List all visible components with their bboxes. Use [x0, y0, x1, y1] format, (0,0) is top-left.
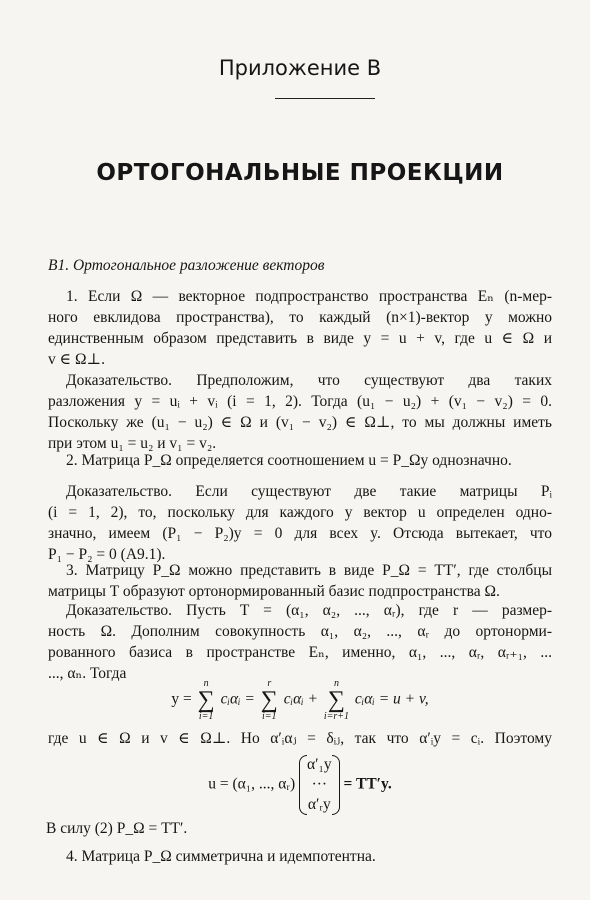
statement-2 — [48, 450, 552, 471]
text-line: ..., αₙ. Тогда — [48, 665, 127, 682]
text-line: В силу (2) P_Ω = TT′. — [46, 820, 188, 837]
sum-sign: r ∑ i=1 — [260, 678, 278, 722]
text-line: (i = 1, 2), то, поскольку для каждого y вектор u определен одно- — [48, 504, 552, 521]
text-line: 4. Матрица P_Ω симметрична и идемпотентна. — [66, 848, 376, 865]
text-line: v ∈ Ω⊥. — [48, 351, 105, 368]
text-line: единственным образом представить в виде y = u + v, где u ∈ Ω и — [48, 330, 552, 347]
formula-decomposition — [48, 678, 552, 722]
formula-lhs: y = — [171, 690, 192, 708]
text-line: P₁ − P₂ = 0 (A9.1). — [48, 546, 166, 563]
text-line: ность Ω. Дополним совокупность α₁, α₂, ..., αᵣ до ортонорми- — [48, 623, 552, 640]
formula-projection — [48, 755, 552, 815]
text-line: 3. Матрицу P_Ω можно представить в виде P_Ω = TT′, где столбцы — [66, 562, 552, 579]
text-line: Доказательство. Предположим, что существуют два таких — [66, 372, 552, 389]
text-line: ного евклидова пространства), то каждый (n×1)-вектор y можно — [48, 309, 552, 326]
appendix-heading: Приложение B — [218, 56, 382, 80]
text-line: Доказательство. Если существуют две такие матрицы Pᵢ — [66, 483, 552, 500]
text-line: где u ∈ Ω и v ∈ Ω⊥. Но α′ᵢαⱼ = δᵢⱼ, так что α′ᵢy = cᵢ. Поэтому — [48, 730, 552, 747]
text-line: значно, имеем (P₁ − P₂)y = 0 для всех y. Отсюда вытекает, что — [48, 525, 552, 542]
text-line: Поскольку же (u₁ − u₂) ∈ Ω и (v₁ − v₂) ∈ Ω⊥, то мы должны иметь — [48, 414, 552, 431]
text-line: 1. Если Ω — векторное подпространство пространства Eₙ (n-мер- — [66, 288, 552, 305]
formula-lhs: u = (α₁, ..., αᵣ) — [208, 775, 296, 793]
column-vector — [299, 755, 340, 815]
text-line: Доказательство. Пусть T = (α₁, α₂, ..., αᵣ), где r — размер- — [66, 602, 552, 619]
text-line: при этом u₁ = u₂ и v₁ = v₂. — [48, 435, 217, 452]
statement-4 — [48, 846, 552, 867]
section-heading: B1. Ортогональное разложение векторов — [48, 257, 325, 274]
formula-term: cᵢαᵢ = — [220, 690, 255, 708]
proof-3 — [48, 600, 552, 684]
text-line: разложения y = uᵢ + vᵢ (i = 1, 2). Тогда (u₁ − u₂) + (v₁ − v₂) = 0. — [48, 393, 552, 410]
text-after-formula — [48, 728, 552, 749]
text-line: 2. Матрица P_Ω определяется соотношением u = P_Ωy однозначно. — [66, 452, 512, 469]
statement-1 — [48, 286, 552, 370]
formula-term: cᵢαᵢ = u + v, — [354, 690, 429, 708]
formula-term: cᵢαᵢ + — [283, 690, 318, 708]
vector-entry: α′₁y — [307, 756, 332, 773]
proof-1 — [48, 370, 552, 454]
conclusion — [46, 818, 550, 839]
text-line: матрицы T образуют ортонормированный базис подпространства Ω. — [48, 583, 500, 600]
sum-sign: n ∑ i=r+1 — [323, 678, 350, 722]
page — [48, 0, 552, 900]
vector-entry: ··· — [311, 776, 328, 793]
text-line: рованного базиса в пространстве Eₙ, именно, α₁, ..., αᵣ, αᵣ₊₁, ... — [48, 644, 552, 661]
heading-rule — [275, 98, 375, 99]
chapter-title: ОРТОГОНАЛЬНЫЕ ПРОЕКЦИИ — [96, 160, 504, 186]
proof-2 — [48, 481, 552, 565]
statement-3 — [48, 560, 552, 602]
vector-entry: α′ᵣy — [307, 796, 331, 813]
formula-rhs: = TT′y. — [343, 775, 392, 793]
sum-sign: n ∑ i=1 — [197, 678, 215, 722]
